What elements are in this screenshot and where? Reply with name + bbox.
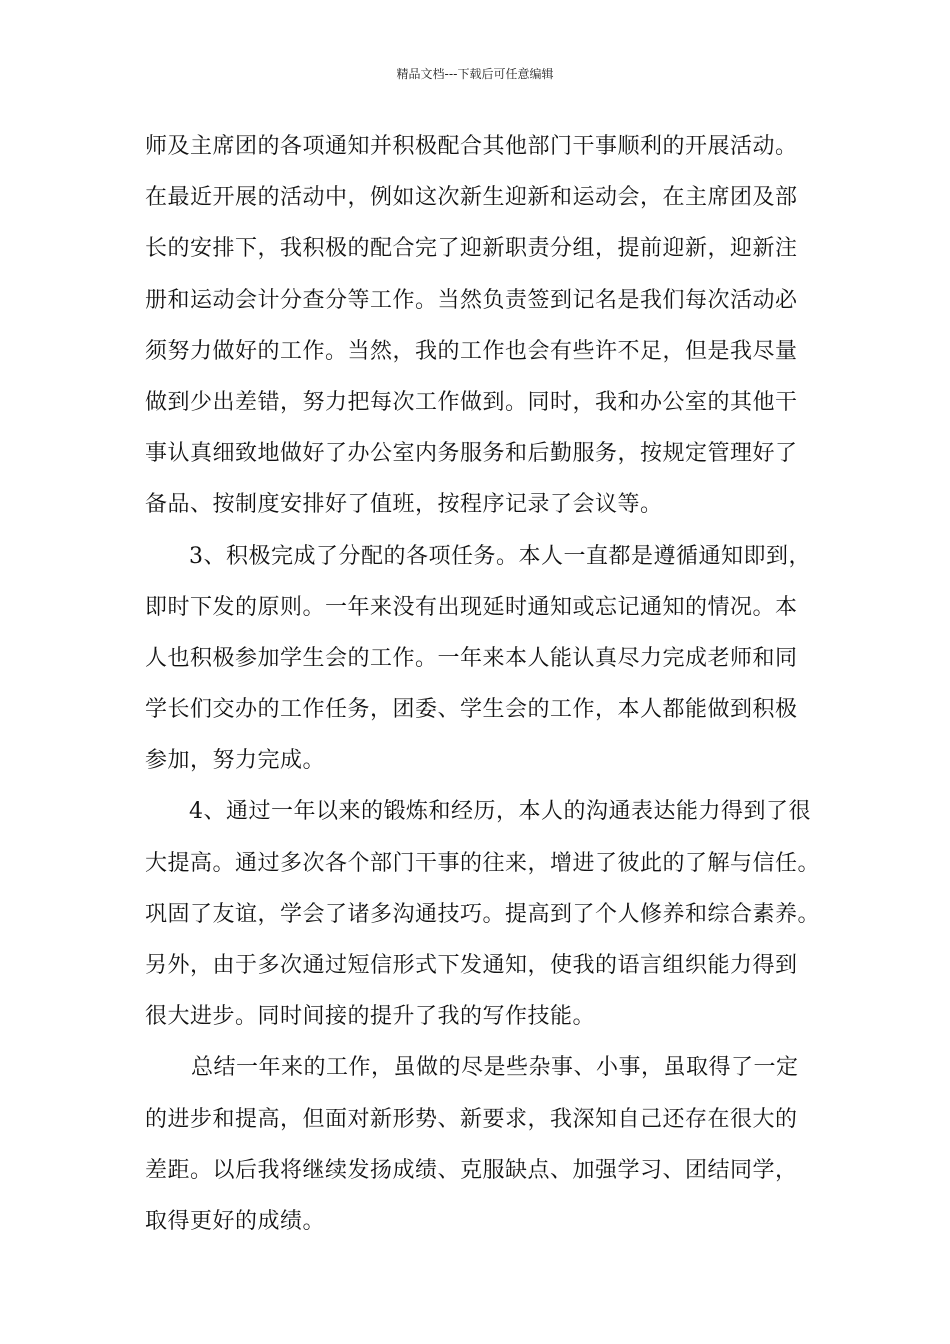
text-line: 备品、按制度安排好了值班，按程序记录了会议等。 [145,492,663,518]
text-line: 大提高。通过多次各个部门干事的往来，增进了彼此的了解与信任。 [145,850,821,876]
text-line: 取得更好的成绩。 [145,1208,326,1234]
text-line: 差距。以后我将继续发扬成绩、克服缺点、加强学习、团结同学， [145,1157,798,1183]
text-line: 的进步和提高，但面对新形势、新要求，我深知自己还存在很大的 [145,1106,798,1132]
text-line: 巩固了友谊，学会了诸多沟通技巧。提高到了个人修养和综合素养。 [145,901,821,927]
text-line: 事认真细致地做好了办公室内务服务和后勤服务，按规定管理好了 [145,441,798,467]
text-line: 学长们交办的工作任务，团委、学生会的工作，本人都能做到积极 [145,697,798,723]
text-line: 做到少出差错，努力把每次工作做到。同时，我和办公室的其他干 [145,389,798,415]
page-header: 精品文档---下载后可任意编辑 [396,67,554,81]
text-line: 参加，努力完成。 [145,748,326,774]
text-line: 另外，由于多次通过短信形式下发通知，使我的语言组织能力得到 [145,953,798,978]
text-line: 在最近开展的活动中，例如这次新生迎新和运动会，在主席团及部 [145,185,798,211]
body-text [145,128,821,1254]
paragraph-start-line: 总结一年来的工作，虽做的尽是些杂事、小事，虽取得了一定 [191,1055,799,1081]
paragraph-start-line: 4、通过一年以来的锻炼和经历，本人的沟通表达能力得到了很 [189,799,811,825]
text-line: 很大进步。同时间接的提升了我的写作技能。 [145,1004,596,1030]
text-line: 册和运动会计分查分等工作。当然负责签到记名是我们每次活动必 [145,287,798,313]
paragraph-start-line: 3、积极完成了分配的各项任务。本人一直都是遵循通知即到， [189,543,811,569]
text-line: 即时下发的原则。一年来没有出现延时通知或忘记通知的情况。本 [145,594,798,620]
text-line: 人也积极参加学生会的工作。一年来本人能认真尽力完成老师和同 [145,645,798,671]
text-line: 长的安排下，我积极的配合完了迎新职责分组，提前迎新，迎新注 [145,236,798,262]
text-line: 须努力做好的工作。当然，我的工作也会有些许不足，但是我尽量 [145,338,798,364]
text-line: 师及主席团的各项通知并积极配合其他部门干事顺利的开展活动。 [145,134,798,159]
